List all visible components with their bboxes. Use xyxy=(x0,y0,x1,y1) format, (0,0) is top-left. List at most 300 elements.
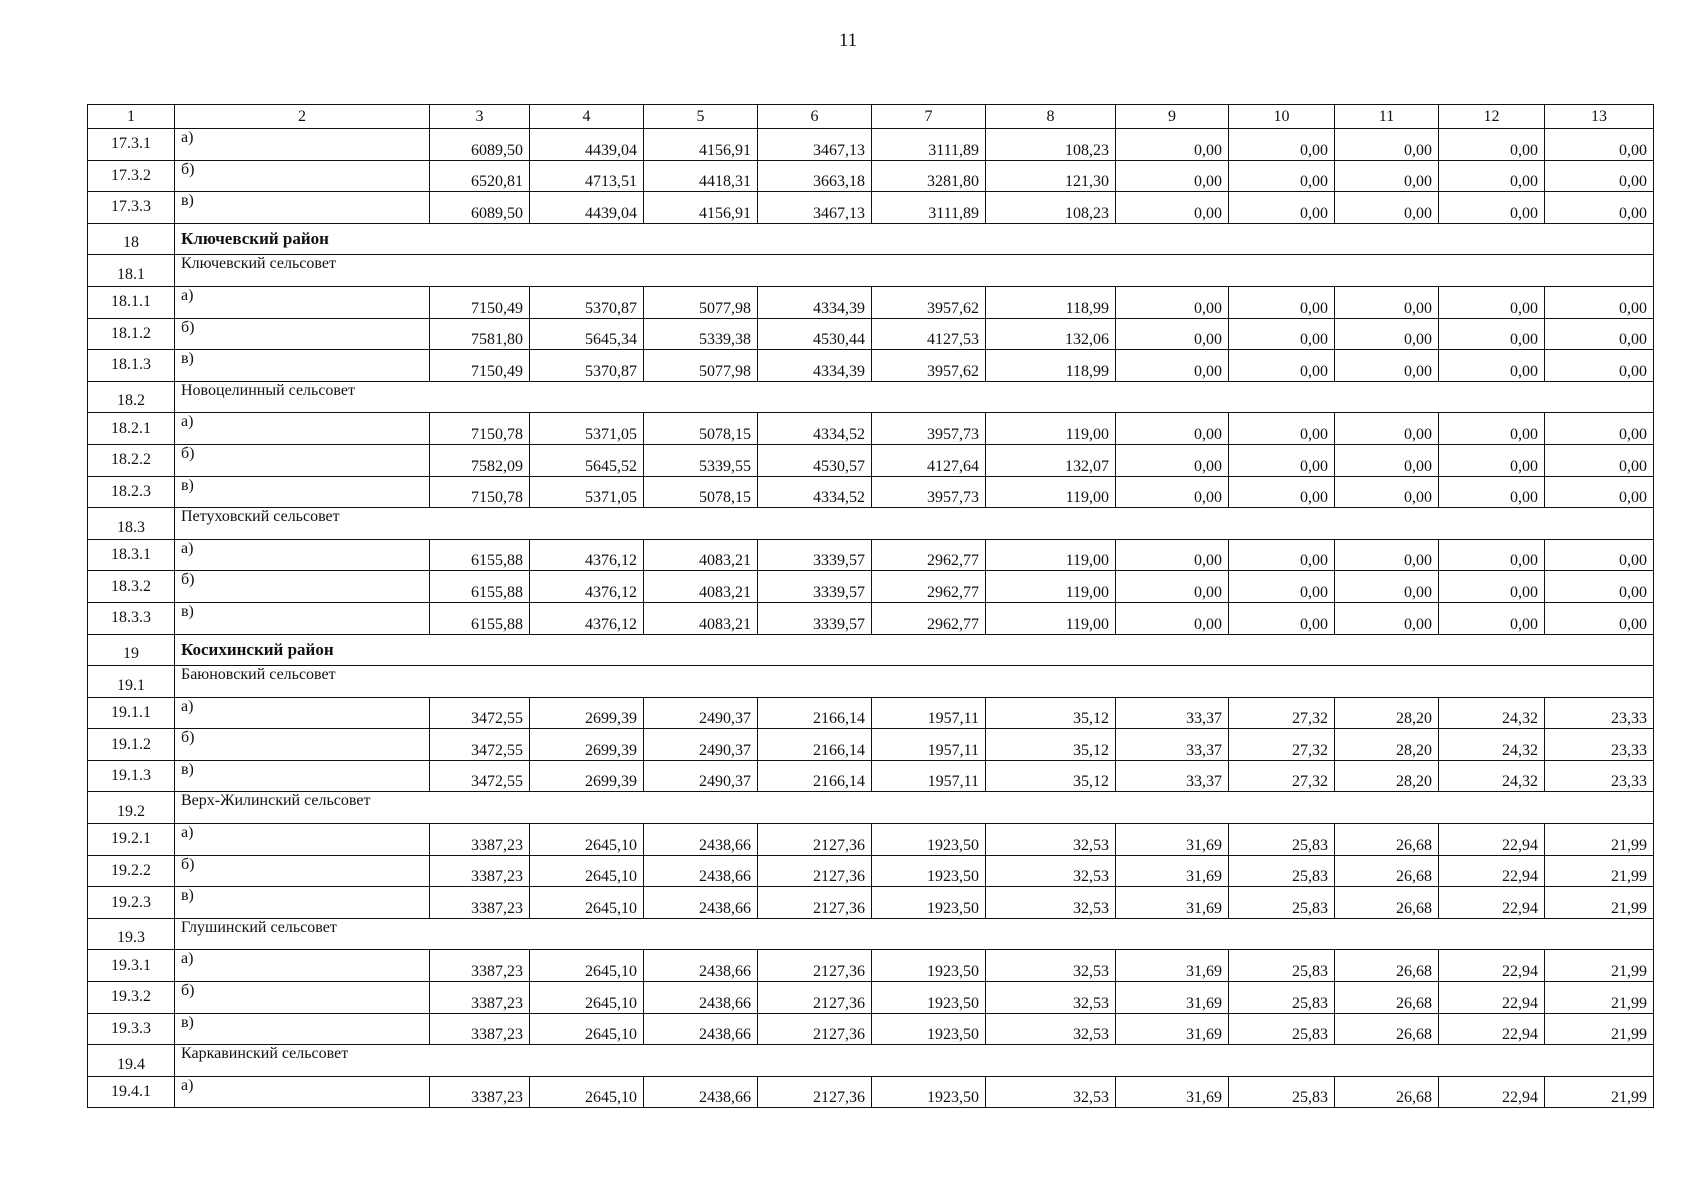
value-cell-col8: 132,07 xyxy=(986,444,1116,476)
column-number-12: 12 xyxy=(1439,105,1545,129)
row-code: 18.2 xyxy=(88,381,175,413)
value-cell-col11: 26,68 xyxy=(1335,855,1439,887)
value-cell-col7: 1923,50 xyxy=(872,855,986,887)
value-cell-col13: 21,99 xyxy=(1545,1013,1654,1045)
value-cell-col3: 3387,23 xyxy=(430,950,530,982)
column-number-8: 8 xyxy=(986,105,1116,129)
value-cell-col5: 4418,31 xyxy=(644,160,758,192)
value-cell-col9: 0,00 xyxy=(1116,602,1229,634)
table-row xyxy=(88,602,1654,634)
column-number-2: 2 xyxy=(175,105,430,129)
value-cell-col5: 4156,91 xyxy=(644,192,758,224)
value-cell-col13: 0,00 xyxy=(1545,413,1654,445)
value-cell-col10: 0,00 xyxy=(1229,571,1335,603)
value-cell-col7: 3111,89 xyxy=(872,129,986,161)
row-label: б) xyxy=(175,444,430,476)
row-label: в) xyxy=(175,1013,430,1045)
value-cell-col9: 33,37 xyxy=(1116,760,1229,792)
table-row xyxy=(88,539,1654,571)
value-cell-col3: 7150,78 xyxy=(430,413,530,445)
value-cell-col4: 2645,10 xyxy=(530,855,644,887)
row-code: 19 xyxy=(88,634,175,666)
value-cell-col10: 0,00 xyxy=(1229,129,1335,161)
value-cell-col10: 0,00 xyxy=(1229,160,1335,192)
value-cell-col9: 31,69 xyxy=(1116,1076,1229,1108)
value-cell-col13: 21,99 xyxy=(1545,824,1654,856)
value-cell-col11: 26,68 xyxy=(1335,824,1439,856)
row-code: 18.1 xyxy=(88,255,175,287)
value-cell-col10: 25,83 xyxy=(1229,950,1335,982)
value-cell-col5: 4083,21 xyxy=(644,571,758,603)
value-cell-col5: 4156,91 xyxy=(644,129,758,161)
value-cell-col10: 27,32 xyxy=(1229,697,1335,729)
row-label: а) xyxy=(175,413,430,445)
value-cell-col3: 3387,23 xyxy=(430,824,530,856)
value-cell-col12: 24,32 xyxy=(1439,729,1545,761)
value-cell-col11: 26,68 xyxy=(1335,887,1439,919)
value-cell-col12: 0,00 xyxy=(1439,318,1545,350)
value-cell-col4: 2699,39 xyxy=(530,729,644,761)
value-cell-col11: 0,00 xyxy=(1335,129,1439,161)
value-cell-col4: 5370,87 xyxy=(530,350,644,382)
column-number-5: 5 xyxy=(644,105,758,129)
value-cell-col7: 3957,73 xyxy=(872,476,986,508)
value-cell-col9: 0,00 xyxy=(1116,571,1229,603)
value-cell-col7: 1957,11 xyxy=(872,729,986,761)
council-name: Петуховский сельсовет xyxy=(175,508,1654,540)
value-cell-col7: 1923,50 xyxy=(872,887,986,919)
value-cell-col11: 0,00 xyxy=(1335,444,1439,476)
value-cell-col6: 2127,36 xyxy=(758,950,872,982)
value-cell-col10: 27,32 xyxy=(1229,729,1335,761)
value-cell-col4: 4713,51 xyxy=(530,160,644,192)
row-label: а) xyxy=(175,697,430,729)
value-cell-col12: 22,94 xyxy=(1439,824,1545,856)
value-cell-col5: 5339,55 xyxy=(644,444,758,476)
value-cell-col3: 6089,50 xyxy=(430,192,530,224)
value-cell-col10: 0,00 xyxy=(1229,318,1335,350)
value-cell-col11: 0,00 xyxy=(1335,539,1439,571)
value-cell-col8: 118,99 xyxy=(986,286,1116,318)
value-cell-col6: 2166,14 xyxy=(758,760,872,792)
column-number-7: 7 xyxy=(872,105,986,129)
value-cell-col7: 3281,80 xyxy=(872,160,986,192)
value-cell-col10: 25,83 xyxy=(1229,887,1335,919)
row-label: а) xyxy=(175,824,430,856)
value-cell-col11: 0,00 xyxy=(1335,602,1439,634)
district-name: Ключевский район xyxy=(175,223,1654,255)
value-cell-col6: 3467,13 xyxy=(758,129,872,161)
column-number-13: 13 xyxy=(1545,105,1654,129)
value-cell-col7: 1923,50 xyxy=(872,1013,986,1045)
value-cell-col9: 33,37 xyxy=(1116,729,1229,761)
value-cell-col12: 0,00 xyxy=(1439,571,1545,603)
council-header-row xyxy=(88,1045,1654,1077)
value-cell-col8: 119,00 xyxy=(986,539,1116,571)
district-header-row xyxy=(88,223,1654,255)
value-cell-col10: 0,00 xyxy=(1229,602,1335,634)
value-cell-col10: 0,00 xyxy=(1229,413,1335,445)
value-cell-col6: 3339,57 xyxy=(758,602,872,634)
row-code: 18.1.2 xyxy=(88,318,175,350)
value-cell-col12: 24,32 xyxy=(1439,697,1545,729)
value-cell-col6: 2127,36 xyxy=(758,855,872,887)
value-cell-col3: 3387,23 xyxy=(430,1076,530,1108)
row-label: б) xyxy=(175,318,430,350)
value-cell-col8: 119,00 xyxy=(986,571,1116,603)
value-cell-col5: 2438,66 xyxy=(644,824,758,856)
value-cell-col7: 3957,73 xyxy=(872,413,986,445)
column-number-3: 3 xyxy=(430,105,530,129)
row-code: 18 xyxy=(88,223,175,255)
value-cell-col5: 5339,38 xyxy=(644,318,758,350)
value-cell-col13: 0,00 xyxy=(1545,129,1654,161)
row-code: 18.1.1 xyxy=(88,286,175,318)
value-cell-col8: 35,12 xyxy=(986,760,1116,792)
value-cell-col10: 25,83 xyxy=(1229,1076,1335,1108)
table-row xyxy=(88,1013,1654,1045)
value-cell-col7: 3111,89 xyxy=(872,192,986,224)
row-label: б) xyxy=(175,160,430,192)
council-header-row xyxy=(88,508,1654,540)
value-cell-col7: 4127,64 xyxy=(872,444,986,476)
value-cell-col8: 35,12 xyxy=(986,697,1116,729)
value-cell-col11: 0,00 xyxy=(1335,571,1439,603)
value-cell-col9: 0,00 xyxy=(1116,192,1229,224)
row-code: 18.2.3 xyxy=(88,476,175,508)
value-cell-col8: 118,99 xyxy=(986,350,1116,382)
value-cell-col8: 108,23 xyxy=(986,129,1116,161)
value-cell-col8: 121,30 xyxy=(986,160,1116,192)
value-cell-col5: 2490,37 xyxy=(644,729,758,761)
value-cell-col12: 22,94 xyxy=(1439,1013,1545,1045)
value-cell-col7: 1923,50 xyxy=(872,1076,986,1108)
row-code: 18.3.1 xyxy=(88,539,175,571)
value-cell-col4: 5371,05 xyxy=(530,413,644,445)
column-number-10: 10 xyxy=(1229,105,1335,129)
value-cell-col6: 4530,44 xyxy=(758,318,872,350)
value-cell-col6: 2127,36 xyxy=(758,824,872,856)
value-cell-col10: 27,32 xyxy=(1229,760,1335,792)
row-code: 17.3.2 xyxy=(88,160,175,192)
page-number: 11 xyxy=(838,30,858,51)
value-cell-col9: 0,00 xyxy=(1116,539,1229,571)
value-cell-col10: 0,00 xyxy=(1229,539,1335,571)
value-cell-col10: 25,83 xyxy=(1229,1013,1335,1045)
value-cell-col9: 31,69 xyxy=(1116,824,1229,856)
value-cell-col10: 25,83 xyxy=(1229,982,1335,1014)
table-row xyxy=(88,1076,1654,1108)
value-cell-col5: 2438,66 xyxy=(644,1013,758,1045)
value-cell-col6: 2127,36 xyxy=(758,887,872,919)
value-cell-col3: 6155,88 xyxy=(430,571,530,603)
value-cell-col6: 4334,39 xyxy=(758,350,872,382)
value-cell-col4: 5370,87 xyxy=(530,286,644,318)
row-label: в) xyxy=(175,192,430,224)
row-code: 19.4 xyxy=(88,1045,175,1077)
table-row xyxy=(88,444,1654,476)
column-number-11: 11 xyxy=(1335,105,1439,129)
value-cell-col8: 119,00 xyxy=(986,476,1116,508)
value-cell-col4: 2699,39 xyxy=(530,760,644,792)
row-code: 19.1.2 xyxy=(88,729,175,761)
value-cell-col7: 3957,62 xyxy=(872,350,986,382)
value-cell-col7: 4127,53 xyxy=(872,318,986,350)
value-cell-col13: 0,00 xyxy=(1545,318,1654,350)
value-cell-col10: 0,00 xyxy=(1229,350,1335,382)
value-cell-col8: 32,53 xyxy=(986,824,1116,856)
value-cell-col5: 2490,37 xyxy=(644,697,758,729)
value-cell-col12: 0,00 xyxy=(1439,444,1545,476)
row-label: в) xyxy=(175,602,430,634)
row-code: 19.3 xyxy=(88,918,175,950)
value-cell-col5: 2438,66 xyxy=(644,982,758,1014)
row-label: а) xyxy=(175,129,430,161)
value-cell-col7: 1923,50 xyxy=(872,824,986,856)
value-cell-col3: 6155,88 xyxy=(430,539,530,571)
value-cell-col12: 22,94 xyxy=(1439,1076,1545,1108)
value-cell-col12: 22,94 xyxy=(1439,855,1545,887)
council-name: Новоцелинный сельсовет xyxy=(175,381,1654,413)
table-body xyxy=(88,129,1654,1108)
council-name: Каркавинский сельсовет xyxy=(175,1045,1654,1077)
value-cell-col10: 25,83 xyxy=(1229,855,1335,887)
value-cell-col6: 2127,36 xyxy=(758,1076,872,1108)
value-cell-col11: 0,00 xyxy=(1335,286,1439,318)
value-cell-col8: 32,53 xyxy=(986,982,1116,1014)
value-cell-col11: 26,68 xyxy=(1335,950,1439,982)
value-cell-col3: 7150,49 xyxy=(430,286,530,318)
value-cell-col9: 33,37 xyxy=(1116,697,1229,729)
council-name: Верх-Жилинский сельсовет xyxy=(175,792,1654,824)
value-cell-col5: 4083,21 xyxy=(644,539,758,571)
value-cell-col10: 0,00 xyxy=(1229,286,1335,318)
value-cell-col12: 0,00 xyxy=(1439,129,1545,161)
table-row xyxy=(88,318,1654,350)
value-cell-col7: 1957,11 xyxy=(872,760,986,792)
council-name: Ключевский сельсовет xyxy=(175,255,1654,287)
row-code: 19.2.1 xyxy=(88,824,175,856)
value-cell-col13: 0,00 xyxy=(1545,286,1654,318)
table-row xyxy=(88,824,1654,856)
value-cell-col4: 5645,52 xyxy=(530,444,644,476)
value-cell-col12: 22,94 xyxy=(1439,982,1545,1014)
district-name: Косихинский район xyxy=(175,634,1654,666)
value-cell-col11: 26,68 xyxy=(1335,1013,1439,1045)
table-row xyxy=(88,729,1654,761)
value-cell-col8: 32,53 xyxy=(986,855,1116,887)
value-cell-col9: 0,00 xyxy=(1116,444,1229,476)
value-cell-col3: 3387,23 xyxy=(430,855,530,887)
value-cell-col13: 0,00 xyxy=(1545,476,1654,508)
column-number-1: 1 xyxy=(88,105,175,129)
table-row xyxy=(88,476,1654,508)
row-code: 19.2.3 xyxy=(88,887,175,919)
value-cell-col13: 21,99 xyxy=(1545,982,1654,1014)
value-cell-col5: 2438,66 xyxy=(644,855,758,887)
value-cell-col3: 6520,81 xyxy=(430,160,530,192)
value-cell-col12: 0,00 xyxy=(1439,286,1545,318)
value-cell-col4: 5371,05 xyxy=(530,476,644,508)
value-cell-col13: 23,33 xyxy=(1545,697,1654,729)
row-code: 19.1 xyxy=(88,666,175,698)
value-cell-col13: 0,00 xyxy=(1545,350,1654,382)
value-cell-col12: 0,00 xyxy=(1439,350,1545,382)
table-row xyxy=(88,571,1654,603)
table-row xyxy=(88,855,1654,887)
row-label: а) xyxy=(175,539,430,571)
value-cell-col12: 0,00 xyxy=(1439,476,1545,508)
row-label: а) xyxy=(175,950,430,982)
table-row xyxy=(88,697,1654,729)
table-row xyxy=(88,129,1654,161)
value-cell-col3: 3472,55 xyxy=(430,729,530,761)
value-cell-col6: 2127,36 xyxy=(758,1013,872,1045)
value-cell-col13: 23,33 xyxy=(1545,729,1654,761)
value-cell-col8: 32,53 xyxy=(986,887,1116,919)
value-cell-col5: 5078,15 xyxy=(644,476,758,508)
value-cell-col6: 2166,14 xyxy=(758,697,872,729)
value-cell-col10: 0,00 xyxy=(1229,192,1335,224)
table-row xyxy=(88,160,1654,192)
value-cell-col4: 2645,10 xyxy=(530,1013,644,1045)
row-label: б) xyxy=(175,855,430,887)
row-label: а) xyxy=(175,286,430,318)
column-number-6: 6 xyxy=(758,105,872,129)
value-cell-col13: 21,99 xyxy=(1545,1076,1654,1108)
value-cell-col11: 0,00 xyxy=(1335,350,1439,382)
value-cell-col5: 5078,15 xyxy=(644,413,758,445)
table-row xyxy=(88,887,1654,919)
row-code: 19.1.1 xyxy=(88,697,175,729)
value-cell-col13: 0,00 xyxy=(1545,602,1654,634)
value-cell-col12: 0,00 xyxy=(1439,413,1545,445)
value-cell-col11: 26,68 xyxy=(1335,1076,1439,1108)
value-cell-col8: 32,53 xyxy=(986,950,1116,982)
council-header-row xyxy=(88,918,1654,950)
value-cell-col8: 132,06 xyxy=(986,318,1116,350)
value-cell-col11: 26,68 xyxy=(1335,982,1439,1014)
value-cell-col13: 0,00 xyxy=(1545,539,1654,571)
value-cell-col4: 2645,10 xyxy=(530,887,644,919)
value-cell-col4: 2645,10 xyxy=(530,824,644,856)
value-cell-col4: 4439,04 xyxy=(530,129,644,161)
value-cell-col13: 0,00 xyxy=(1545,444,1654,476)
value-cell-col6: 2127,36 xyxy=(758,982,872,1014)
value-cell-col8: 108,23 xyxy=(986,192,1116,224)
value-cell-col5: 4083,21 xyxy=(644,602,758,634)
row-code: 19.2.2 xyxy=(88,855,175,887)
row-code: 18.2.1 xyxy=(88,413,175,445)
value-cell-col9: 0,00 xyxy=(1116,350,1229,382)
value-cell-col5: 2438,66 xyxy=(644,887,758,919)
row-label: б) xyxy=(175,571,430,603)
column-number-row xyxy=(88,105,1654,129)
council-name: Баюновский сельсовет xyxy=(175,666,1654,698)
value-cell-col3: 3472,55 xyxy=(430,697,530,729)
value-cell-col11: 28,20 xyxy=(1335,760,1439,792)
value-cell-col11: 0,00 xyxy=(1335,160,1439,192)
value-cell-col4: 5645,34 xyxy=(530,318,644,350)
value-cell-col7: 2962,77 xyxy=(872,571,986,603)
value-cell-col9: 0,00 xyxy=(1116,476,1229,508)
value-cell-col3: 3387,23 xyxy=(430,982,530,1014)
value-cell-col9: 31,69 xyxy=(1116,950,1229,982)
value-cell-col12: 22,94 xyxy=(1439,887,1545,919)
value-cell-col9: 31,69 xyxy=(1116,1013,1229,1045)
value-cell-col11: 0,00 xyxy=(1335,318,1439,350)
value-cell-col11: 0,00 xyxy=(1335,413,1439,445)
value-cell-col13: 0,00 xyxy=(1545,571,1654,603)
value-cell-col5: 2438,66 xyxy=(644,950,758,982)
value-cell-col9: 0,00 xyxy=(1116,413,1229,445)
council-header-row xyxy=(88,792,1654,824)
value-cell-col6: 2166,14 xyxy=(758,729,872,761)
value-cell-col3: 3387,23 xyxy=(430,887,530,919)
value-cell-col9: 0,00 xyxy=(1116,318,1229,350)
value-cell-col12: 0,00 xyxy=(1439,192,1545,224)
column-number-9: 9 xyxy=(1116,105,1229,129)
value-cell-col4: 2645,10 xyxy=(530,950,644,982)
row-label: в) xyxy=(175,476,430,508)
value-cell-col9: 0,00 xyxy=(1116,129,1229,161)
value-cell-col10: 0,00 xyxy=(1229,476,1335,508)
value-cell-col11: 0,00 xyxy=(1335,476,1439,508)
value-cell-col4: 2699,39 xyxy=(530,697,644,729)
value-cell-col7: 1923,50 xyxy=(872,950,986,982)
row-label: а) xyxy=(175,1076,430,1108)
value-cell-col7: 3957,62 xyxy=(872,286,986,318)
row-code: 18.3 xyxy=(88,508,175,540)
value-cell-col3: 7581,80 xyxy=(430,318,530,350)
value-cell-col4: 4376,12 xyxy=(530,602,644,634)
row-code: 18.2.2 xyxy=(88,444,175,476)
value-cell-col12: 0,00 xyxy=(1439,602,1545,634)
value-cell-col12: 22,94 xyxy=(1439,950,1545,982)
value-cell-col9: 31,69 xyxy=(1116,855,1229,887)
row-label: в) xyxy=(175,760,430,792)
value-cell-col3: 6155,88 xyxy=(430,602,530,634)
value-cell-col9: 31,69 xyxy=(1116,887,1229,919)
value-cell-col3: 7582,09 xyxy=(430,444,530,476)
value-cell-col8: 119,00 xyxy=(986,413,1116,445)
row-label: в) xyxy=(175,887,430,919)
value-cell-col6: 3339,57 xyxy=(758,539,872,571)
table-row xyxy=(88,350,1654,382)
value-cell-col8: 119,00 xyxy=(986,602,1116,634)
value-cell-col4: 4439,04 xyxy=(530,192,644,224)
value-cell-col13: 21,99 xyxy=(1545,855,1654,887)
value-cell-col6: 4530,57 xyxy=(758,444,872,476)
value-cell-col13: 23,33 xyxy=(1545,760,1654,792)
council-name: Глушинский сельсовет xyxy=(175,918,1654,950)
value-cell-col10: 25,83 xyxy=(1229,824,1335,856)
value-cell-col11: 28,20 xyxy=(1335,729,1439,761)
value-cell-col12: 0,00 xyxy=(1439,539,1545,571)
value-cell-col8: 32,53 xyxy=(986,1013,1116,1045)
council-header-row xyxy=(88,255,1654,287)
tariff-table xyxy=(87,104,1654,1108)
value-cell-col4: 4376,12 xyxy=(530,571,644,603)
value-cell-col8: 35,12 xyxy=(986,729,1116,761)
row-code: 19.2 xyxy=(88,792,175,824)
council-header-row xyxy=(88,381,1654,413)
table-row xyxy=(88,950,1654,982)
value-cell-col4: 2645,10 xyxy=(530,1076,644,1108)
column-number-4: 4 xyxy=(530,105,644,129)
value-cell-col12: 0,00 xyxy=(1439,160,1545,192)
value-cell-col13: 0,00 xyxy=(1545,192,1654,224)
